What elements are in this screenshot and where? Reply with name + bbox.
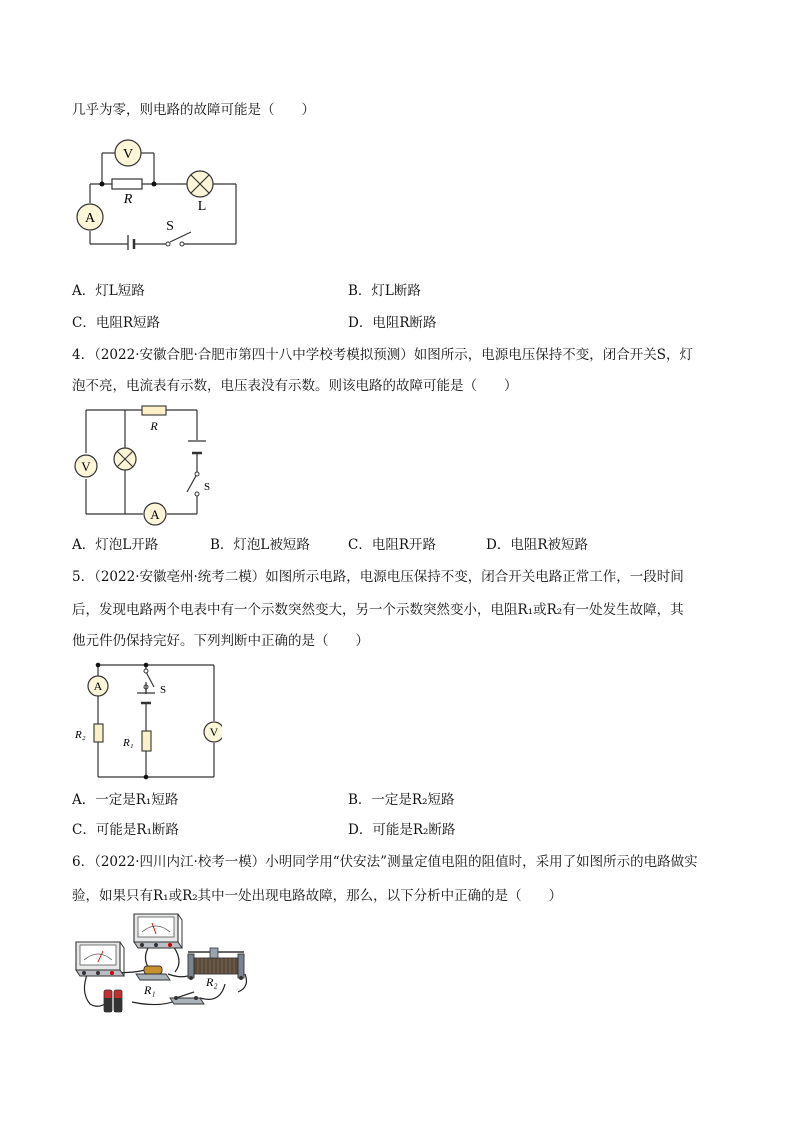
q3-ammeter-label: A <box>84 211 96 226</box>
q5-option-b[interactable]: B．一定是R₂短路 <box>348 792 455 808</box>
q5-r1-label: R₁ <box>123 737 134 749</box>
q6-r1-resistor <box>136 966 170 980</box>
q6-r2-label: R₂ <box>206 975 218 989</box>
q5-r2-label: R₂ <box>75 729 86 741</box>
q3-circuit-figure <box>72 138 247 250</box>
q5-stem-line1: 5．（2022·安徽亳州·统考二模）如图所示电路，电源电压保持不变，闭合开关电路正常工作，一段时间 <box>72 569 684 585</box>
q3-voltmeter-label: V <box>122 147 134 162</box>
q5-stem-line3: 他元件仍保持完好。下列判断中正确的是（ ） <box>72 633 369 649</box>
q5-option-d[interactable]: D．可能是R₂断路 <box>348 822 456 838</box>
q3-lamp-label: L <box>197 199 207 214</box>
q3-option-a[interactable]: A．灯L短路 <box>72 283 145 299</box>
q5-voltmeter-label: V <box>209 725 219 739</box>
q6-r1-label: R₁ <box>144 983 156 997</box>
q6-stem-line1: 6．（2022·四川内江·校考一模）小明同学用“伏安法”测量定值电阻的阻值时，采用了如图所示的电路做实 <box>72 854 698 870</box>
q4-switch-label: S <box>204 481 211 493</box>
q4-option-c[interactable]: C．电阻R开路 <box>348 537 437 553</box>
q3-resistor-label: R <box>123 192 133 207</box>
q5-option-c[interactable]: C．可能是R₁断路 <box>72 822 179 838</box>
q3-option-d[interactable]: D．电阻R断路 <box>348 315 437 331</box>
q5-option-a[interactable]: A．一定是R₁短路 <box>72 792 179 808</box>
q3-option-b[interactable]: B．灯L断路 <box>348 283 421 299</box>
q3-switch-label: S <box>166 219 174 234</box>
q4-ammeter-label: A <box>150 507 160 522</box>
q5-stem-line2: 后，发现电路两个电表中有一个示数突然变大，另一个示数突然变小，电阻R₁或R₂有一处发生故障，其 <box>72 602 684 618</box>
q4-circuit-figure <box>72 400 222 530</box>
q6-stem-line2: 验，如果只有R₁或R₂其中一处出现电路故障，那么，以下分析中正确的是（ ） <box>72 888 563 904</box>
q6-apparatus-figure <box>70 912 260 1017</box>
q4-option-b[interactable]: B．灯泡L被短路 <box>210 537 310 553</box>
q6-left-meter <box>76 942 124 976</box>
q5-switch-label: S <box>160 684 167 696</box>
q4-stem-line2: 泡不亮，电流表有示数，电压表没有示数。则该电路的故障可能是（ ） <box>72 378 518 394</box>
q6-switch <box>170 992 204 1004</box>
q4-resistor-label: R <box>150 419 158 433</box>
q3-option-c[interactable]: C．电阻R短路 <box>72 315 161 331</box>
q6-batteries <box>104 990 122 1012</box>
q3-stem-tail: 几乎为零，则电路的故障可能是（ ） <box>72 102 315 118</box>
q5-ammeter-label: A <box>93 679 103 693</box>
q5-circuit-figure <box>72 660 222 782</box>
q4-option-d[interactable]: D．电阻R被短路 <box>486 537 588 553</box>
q4-stem-line1: 4．（2022·安徽合肥·合肥市第四十八中学校考模拟预测）如图所示，电源电压保持不变，闭合开关S，灯 <box>72 347 694 363</box>
q4-option-a[interactable]: A．灯泡L开路 <box>72 537 159 553</box>
q6-top-meter <box>134 914 182 948</box>
q4-voltmeter-label: V <box>81 459 91 474</box>
